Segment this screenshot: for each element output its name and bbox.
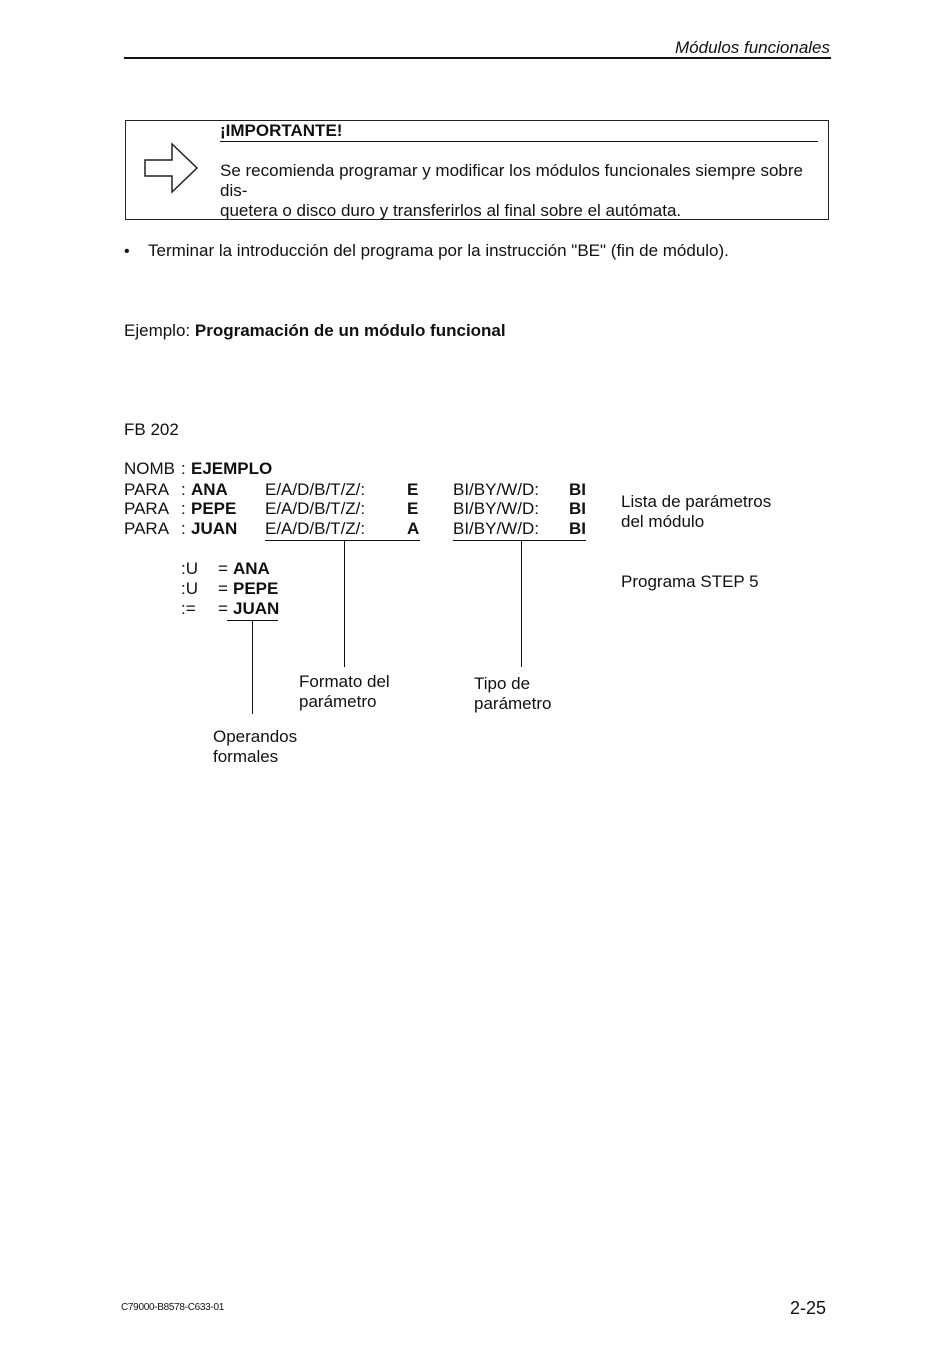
para-format: E/A/D/B/T/Z/:: [265, 519, 366, 538]
para-type: BI/BY/W/D:: [453, 480, 539, 499]
nomb-key: NOMB: [124, 459, 175, 478]
para-name: PEPE: [191, 499, 237, 518]
program-operand: PEPE: [233, 579, 279, 598]
program-operand: JUAN: [233, 599, 280, 618]
nomb-value: EJEMPLO: [191, 459, 273, 478]
para-type-value: BI: [569, 480, 586, 499]
operand-leader-line: [252, 621, 253, 714]
document-code: C79000-B8578-C633-01: [121, 1302, 224, 1313]
para-format: E/A/D/B/T/Z/:: [265, 480, 366, 499]
program-eq: =: [218, 559, 228, 578]
para-type: BI/BY/W/D:: [453, 519, 539, 538]
bullet-dot: •: [124, 243, 130, 260]
format-underline: [265, 540, 420, 541]
annotation-param-list: [621, 492, 771, 532]
para-type-value: BI: [569, 499, 586, 518]
example-heading: [124, 321, 506, 341]
important-title: ¡IMPORTANTE!: [220, 121, 343, 140]
annotation-type: [474, 674, 551, 714]
para-format-value: E: [407, 499, 419, 518]
program-eq: =: [218, 579, 228, 598]
para-key: PARA: [124, 499, 170, 518]
para-name: ANA: [191, 480, 228, 499]
type-underline: [453, 540, 586, 541]
program-op: :U: [181, 559, 198, 578]
annotation-line: Operandos: [213, 727, 298, 746]
annotation-operands: [213, 727, 297, 767]
program-eq: =: [218, 599, 228, 618]
important-line-2: quetera o disco duro y transferirlos al final sobre el autómata.: [220, 201, 682, 220]
annotation-line: Formato del: [299, 672, 390, 691]
annotation-line: parámetro: [474, 694, 552, 713]
bullet-item: [124, 241, 729, 261]
annotation-format: [299, 672, 390, 712]
para-key: PARA: [124, 519, 170, 538]
important-title-rule: [220, 141, 818, 142]
annotation-line: Tipo de: [474, 674, 531, 693]
page-number: 2-25: [789, 1298, 826, 1318]
para-key: PARA: [124, 480, 170, 499]
example-prefix: Ejemplo:: [124, 321, 191, 340]
annotation-program: Programa STEP 5: [621, 572, 759, 591]
para-colon: :: [181, 519, 186, 538]
annotation-line: Lista de parámetros: [621, 492, 772, 511]
annotation-line: del módulo: [621, 512, 705, 531]
annotation-line: formales: [213, 747, 279, 766]
bullet-text: Terminar la introducción del programa por la instrucción "BE" (fin de módulo).: [148, 241, 729, 260]
important-text: [220, 161, 820, 221]
important-line-1: Se recomienda programar y modificar los módulos funcionales siempre sobre dis-: [220, 161, 803, 200]
format-leader-line: [344, 541, 345, 667]
type-leader-line: [521, 541, 522, 667]
para-type-value: BI: [569, 519, 586, 538]
nomb-colon: :: [181, 459, 186, 478]
example-title: Programación de un módulo funcional: [194, 321, 506, 340]
section-title: Módulos funcionales: [675, 38, 830, 57]
para-format: E/A/D/B/T/Z/:: [265, 499, 366, 518]
arrow-right-icon: [142, 142, 200, 194]
para-colon: :: [181, 480, 186, 499]
annotation-line: parámetro: [299, 692, 377, 711]
para-name: JUAN: [191, 519, 238, 538]
header-rule: [124, 57, 831, 59]
fb-label: FB 202: [124, 420, 179, 439]
para-format-value: E: [407, 480, 419, 499]
program-operand: ANA: [233, 559, 270, 578]
program-op: :=: [181, 599, 196, 618]
program-op: :U: [181, 579, 198, 598]
para-type: BI/BY/W/D:: [453, 499, 539, 518]
para-colon: :: [181, 499, 186, 518]
para-format-value: A: [407, 519, 420, 538]
